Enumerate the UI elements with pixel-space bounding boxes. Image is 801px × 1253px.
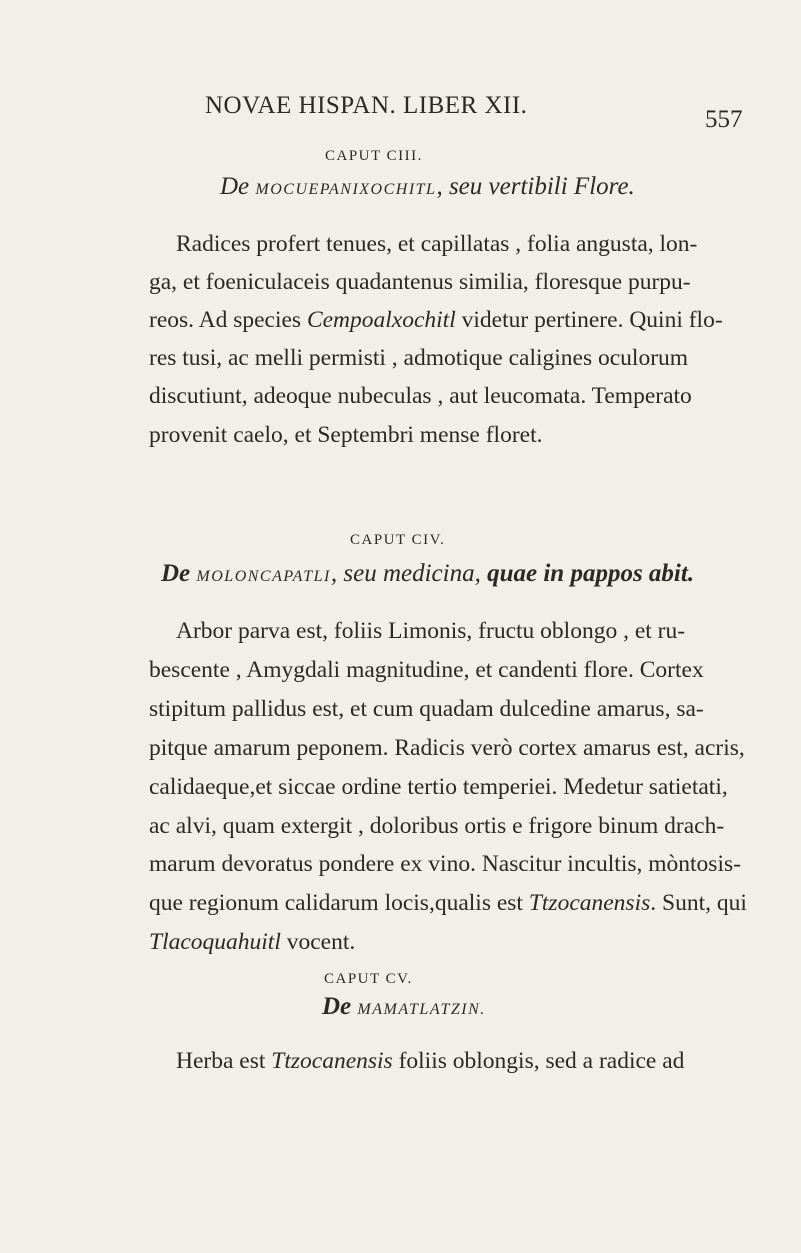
text-line [176,1050,684,1074]
text-line: bescente , Amygdali magnitudine, et candenti flore. Cortex [149,657,704,683]
text-segment: Herba est [176,1048,272,1074]
text-line: calidaeque,et siccae ordine tertio temperiei. Medetur satietati, [149,774,728,800]
title-rest-bold: quae in pappos abit. [487,560,695,587]
title-rest: , seu vertibili Flore. [436,173,635,200]
title-de: De [322,993,352,1020]
text-line: res tusi, ac melli permisti , admotique caligines oculorum [149,345,689,371]
text-segment: foliis oblongis, sed a radice ad [392,1048,685,1074]
text-segment: reos. Ad species [149,307,307,333]
title-rest: , seu medicina, [330,560,488,587]
italic-term: Ttzocanensis [271,1048,393,1074]
chapter-heading-ciii: CAPUT CIII. [325,148,423,164]
page-number: 557 [705,106,743,133]
chapter-title-cv [322,993,486,1021]
title-de: De [161,560,191,587]
text-line: pitque amarum peponem. Radicis verò cortex amarus est, acris, [149,735,745,761]
chapter-heading-cv: CAPUT CV. [324,971,413,987]
text-line: Arbor parva est, foliis Limonis, fructu oblongo , et ru- [176,618,686,644]
text-line: stipitum pallidus est, et cum quadam dulcedine amarus, sa- [149,696,704,722]
text-line [149,309,723,333]
title-plant-name: MAMATLATZIN. [357,1001,486,1018]
italic-term: Cempoalxochitl [306,307,456,333]
text-line [149,892,747,916]
text-line [149,931,355,955]
text-line: ga, et foeniculaceis quadantenus similia, floresque purpu- [149,269,691,295]
chapter-heading-civ: CAPUT CIV. [350,532,446,548]
running-head: NOVAE HISPAN. LIBER XII. [205,92,528,119]
text-segment: que regionum calidarum locis,qualis est [149,890,529,916]
text-line: ac alvi, quam extergit , doloribus ortis e frigore binum drach- [149,813,725,839]
italic-term: Ttzocanensis [528,890,651,916]
title-de: De [220,173,250,200]
text-segment: videtur pertinere. Quini flo- [461,307,723,333]
text-segment: . Sunt, qui [650,890,747,916]
title-plant-name: MOCUEPANIXOCHITL [255,181,437,198]
chapter-title-ciii [220,173,635,201]
italic-term: Tlacoquahuitl [149,929,281,955]
text-line: marum devoratus pondere ex vino. Nascitur incultis, mòntosis- [149,851,741,877]
text-line: provenit caelo, et Septembri mense floret. [149,422,543,448]
chapter-title-civ [161,560,694,588]
text-segment: vocent. [280,929,356,955]
title-plant-name: MOLONCAPATLI [196,568,331,585]
text-line: Radices profert tenues, et capillatas , folia angusta, lon- [176,231,698,257]
text-line: discutiunt, adeoque nubeculas , aut leucomata. Temperato [149,383,692,409]
